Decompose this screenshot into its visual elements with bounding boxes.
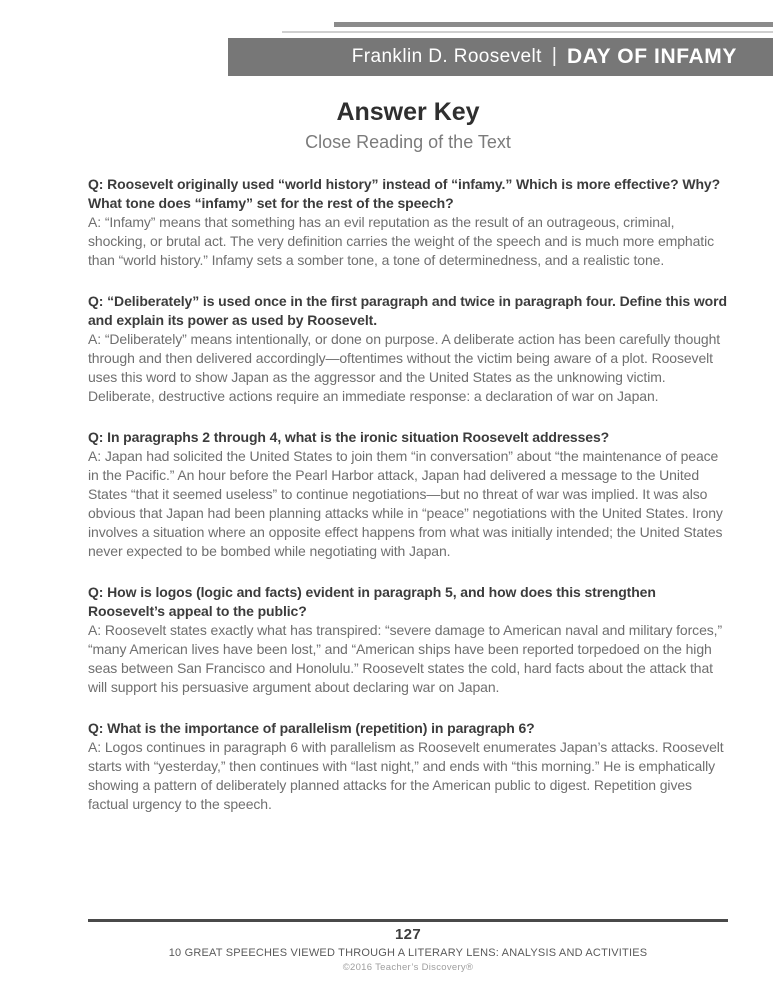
question-prefix: Q: [88, 293, 104, 309]
answer-prefix: A: [88, 739, 102, 755]
question-body: Roosevelt originally used “world history” instead of “infamy.” Which is more effective? Why? What tone does “infamy” set for the rest of the speech? [88, 176, 721, 211]
answer-text [88, 213, 728, 270]
page-title: Answer Key [336, 98, 480, 126]
answer-text [88, 447, 728, 561]
question-body: In paragraphs 2 through 4, what is the ironic situation Roosevelt addresses? [107, 429, 610, 445]
qa-block [88, 583, 728, 697]
page-number: 127 [395, 926, 421, 943]
answer-body: Logos continues in paragraph 6 with parallelism as Roosevelt enumerates Japan’s attacks. Roosevelt starts with “yesterday,” then continues with “last night,” and ends with “this morning.” He is emphatically showing a pattern of deliberately planned attacks for the American public to digest. Repetition gives factual urgency to the speech. [88, 739, 724, 812]
answer-prefix: A: [88, 448, 102, 464]
question-prefix: Q: [88, 720, 104, 736]
answer-prefix: A: [88, 214, 102, 230]
banner-speech-title: DAY OF INFAMY [567, 45, 737, 68]
answer-body: Japan had solicited the United States to join them “in conversation” about “the maintenance of peace in the Pacific.” An hour before the Pearl Harbor attack, Japan had delivered a message to the United States “that it seemed useless” to continue negotiations—but no threat of war was implied. It was also obvious that Japan had been planning attacks while in “peace” negotiations with the United States. Irony involves a situation where an opposite effect happens from what was initially intended; the United States never expected to be bombed while negotiating with Japan. [88, 448, 723, 559]
header-banner [228, 38, 773, 76]
page-heading [88, 98, 728, 153]
question-text [88, 583, 728, 621]
question-body: “Deliberately” is used once in the first paragraph and twice in paragraph four. Define this word and explain its power as used by Roosevelt. [88, 293, 727, 328]
answer-body: “Deliberately” means intentionally, or done on purpose. A deliberate action has been carefully thought through and then delivered accordingly—oftentimes without the victim being aware of a plot. Roosevelt uses this word to show Japan as the aggressor and the United States as the unknowing victim. Deliberate, destructive actions require an immediate response: a declaration of war on Japan. [88, 331, 721, 404]
footer-rule [88, 919, 728, 922]
qa-block [88, 292, 728, 406]
question-body: What is the importance of parallelism (repetition) in paragraph 6? [107, 720, 535, 736]
banner-separator: | [551, 44, 557, 67]
series-title: 10 GREAT SPEECHES VIEWED THROUGH A LITERARY LENS: ANALYSIS AND ACTIVITIES [168, 947, 648, 959]
question-prefix: Q: [88, 584, 104, 600]
banner-author: Franklin D. Roosevelt [351, 46, 542, 67]
question-text [88, 292, 728, 330]
answer-body: “Infamy” means that something has an evil reputation as the result of an outrageous, criminal, shocking, or brutal act. The very definition carries the weight of the speech and is much more emphatic than “world history.” Infamy sets a somber tone, a tone of determinedness, and a realistic tone. [88, 214, 714, 268]
question-prefix: Q: [88, 176, 104, 192]
qa-block [88, 175, 728, 270]
answer-text [88, 738, 728, 814]
question-text [88, 719, 728, 738]
top-accent-line [282, 31, 773, 33]
answer-prefix: A: [88, 622, 102, 638]
qa-block [88, 428, 728, 561]
top-accent-bar [334, 22, 773, 27]
question-prefix: Q: [88, 429, 104, 445]
copyright-line: ©2016 Teacher’s Discovery® [342, 962, 474, 973]
question-text [88, 175, 728, 213]
question-body: How is logos (logic and facts) evident in paragraph 5, and how does this strengthen Roosevelt’s appeal to the public? [88, 584, 656, 619]
answer-prefix: A: [88, 331, 102, 347]
qa-block [88, 719, 728, 814]
question-text [88, 428, 728, 447]
answer-text [88, 621, 728, 697]
qa-content [88, 175, 728, 836]
page-subtitle: Close Reading of the Text [305, 132, 511, 152]
answer-text [88, 330, 728, 406]
answer-body: Roosevelt states exactly what has transpired: “severe damage to American naval and military forces,” “many American lives have been lost,” and “American ships have been reported torpedoed on the high seas between San Francisco and Honolulu.” Roosevelt states the cold, hard facts about the attack that will support his persuasive argument about declaring war on Japan. [88, 622, 723, 695]
page-footer [88, 926, 728, 973]
